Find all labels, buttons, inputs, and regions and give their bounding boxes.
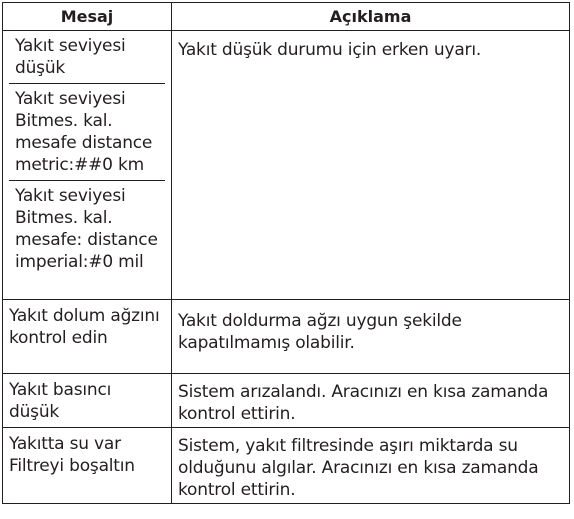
- description-cell: Sistem, yakıt filtresinde aşırı miktarda su olduğunu algılar. Aracınızı en kısa zamanda kontrol ettirin.: [172, 428, 570, 504]
- table-row: [3, 428, 570, 504]
- message-text: Yakıt seviyesi Bitmes. kal. mesafe distance metric:##0 km: [9, 83, 165, 180]
- message-cell: Yakıt basıncı düşük: [3, 374, 172, 428]
- column-header-description: Açıklama: [172, 3, 570, 31]
- message-cell: Yakıt dolum ağzını kontrol edin: [3, 300, 172, 374]
- table-row: [3, 374, 570, 428]
- table-row: [3, 300, 570, 374]
- description-cell: Sistem arızalandı. Aracınızı en kısa zamanda kontrol ettirin.: [172, 374, 570, 428]
- message-text: Yakıt seviyesi Bitmes. kal. mesafe: distance imperial:#0 mil: [9, 180, 165, 299]
- description-cell: Yakıt düşük durumu için erken uyarı.: [172, 31, 570, 300]
- message-table: [2, 2, 570, 504]
- description-cell: Yakıt doldurma ağzı uygun şekilde kapatılmamış olabilir.: [172, 300, 570, 374]
- message-cell: [3, 31, 172, 300]
- message-cell: Yakıtta su var Filtreyi boşaltın: [3, 428, 172, 504]
- table-header-row: [3, 3, 570, 31]
- table-row: [3, 31, 570, 300]
- column-header-message: Mesaj: [3, 3, 172, 31]
- message-text: Yakıt seviyesi düşük: [15, 36, 126, 78]
